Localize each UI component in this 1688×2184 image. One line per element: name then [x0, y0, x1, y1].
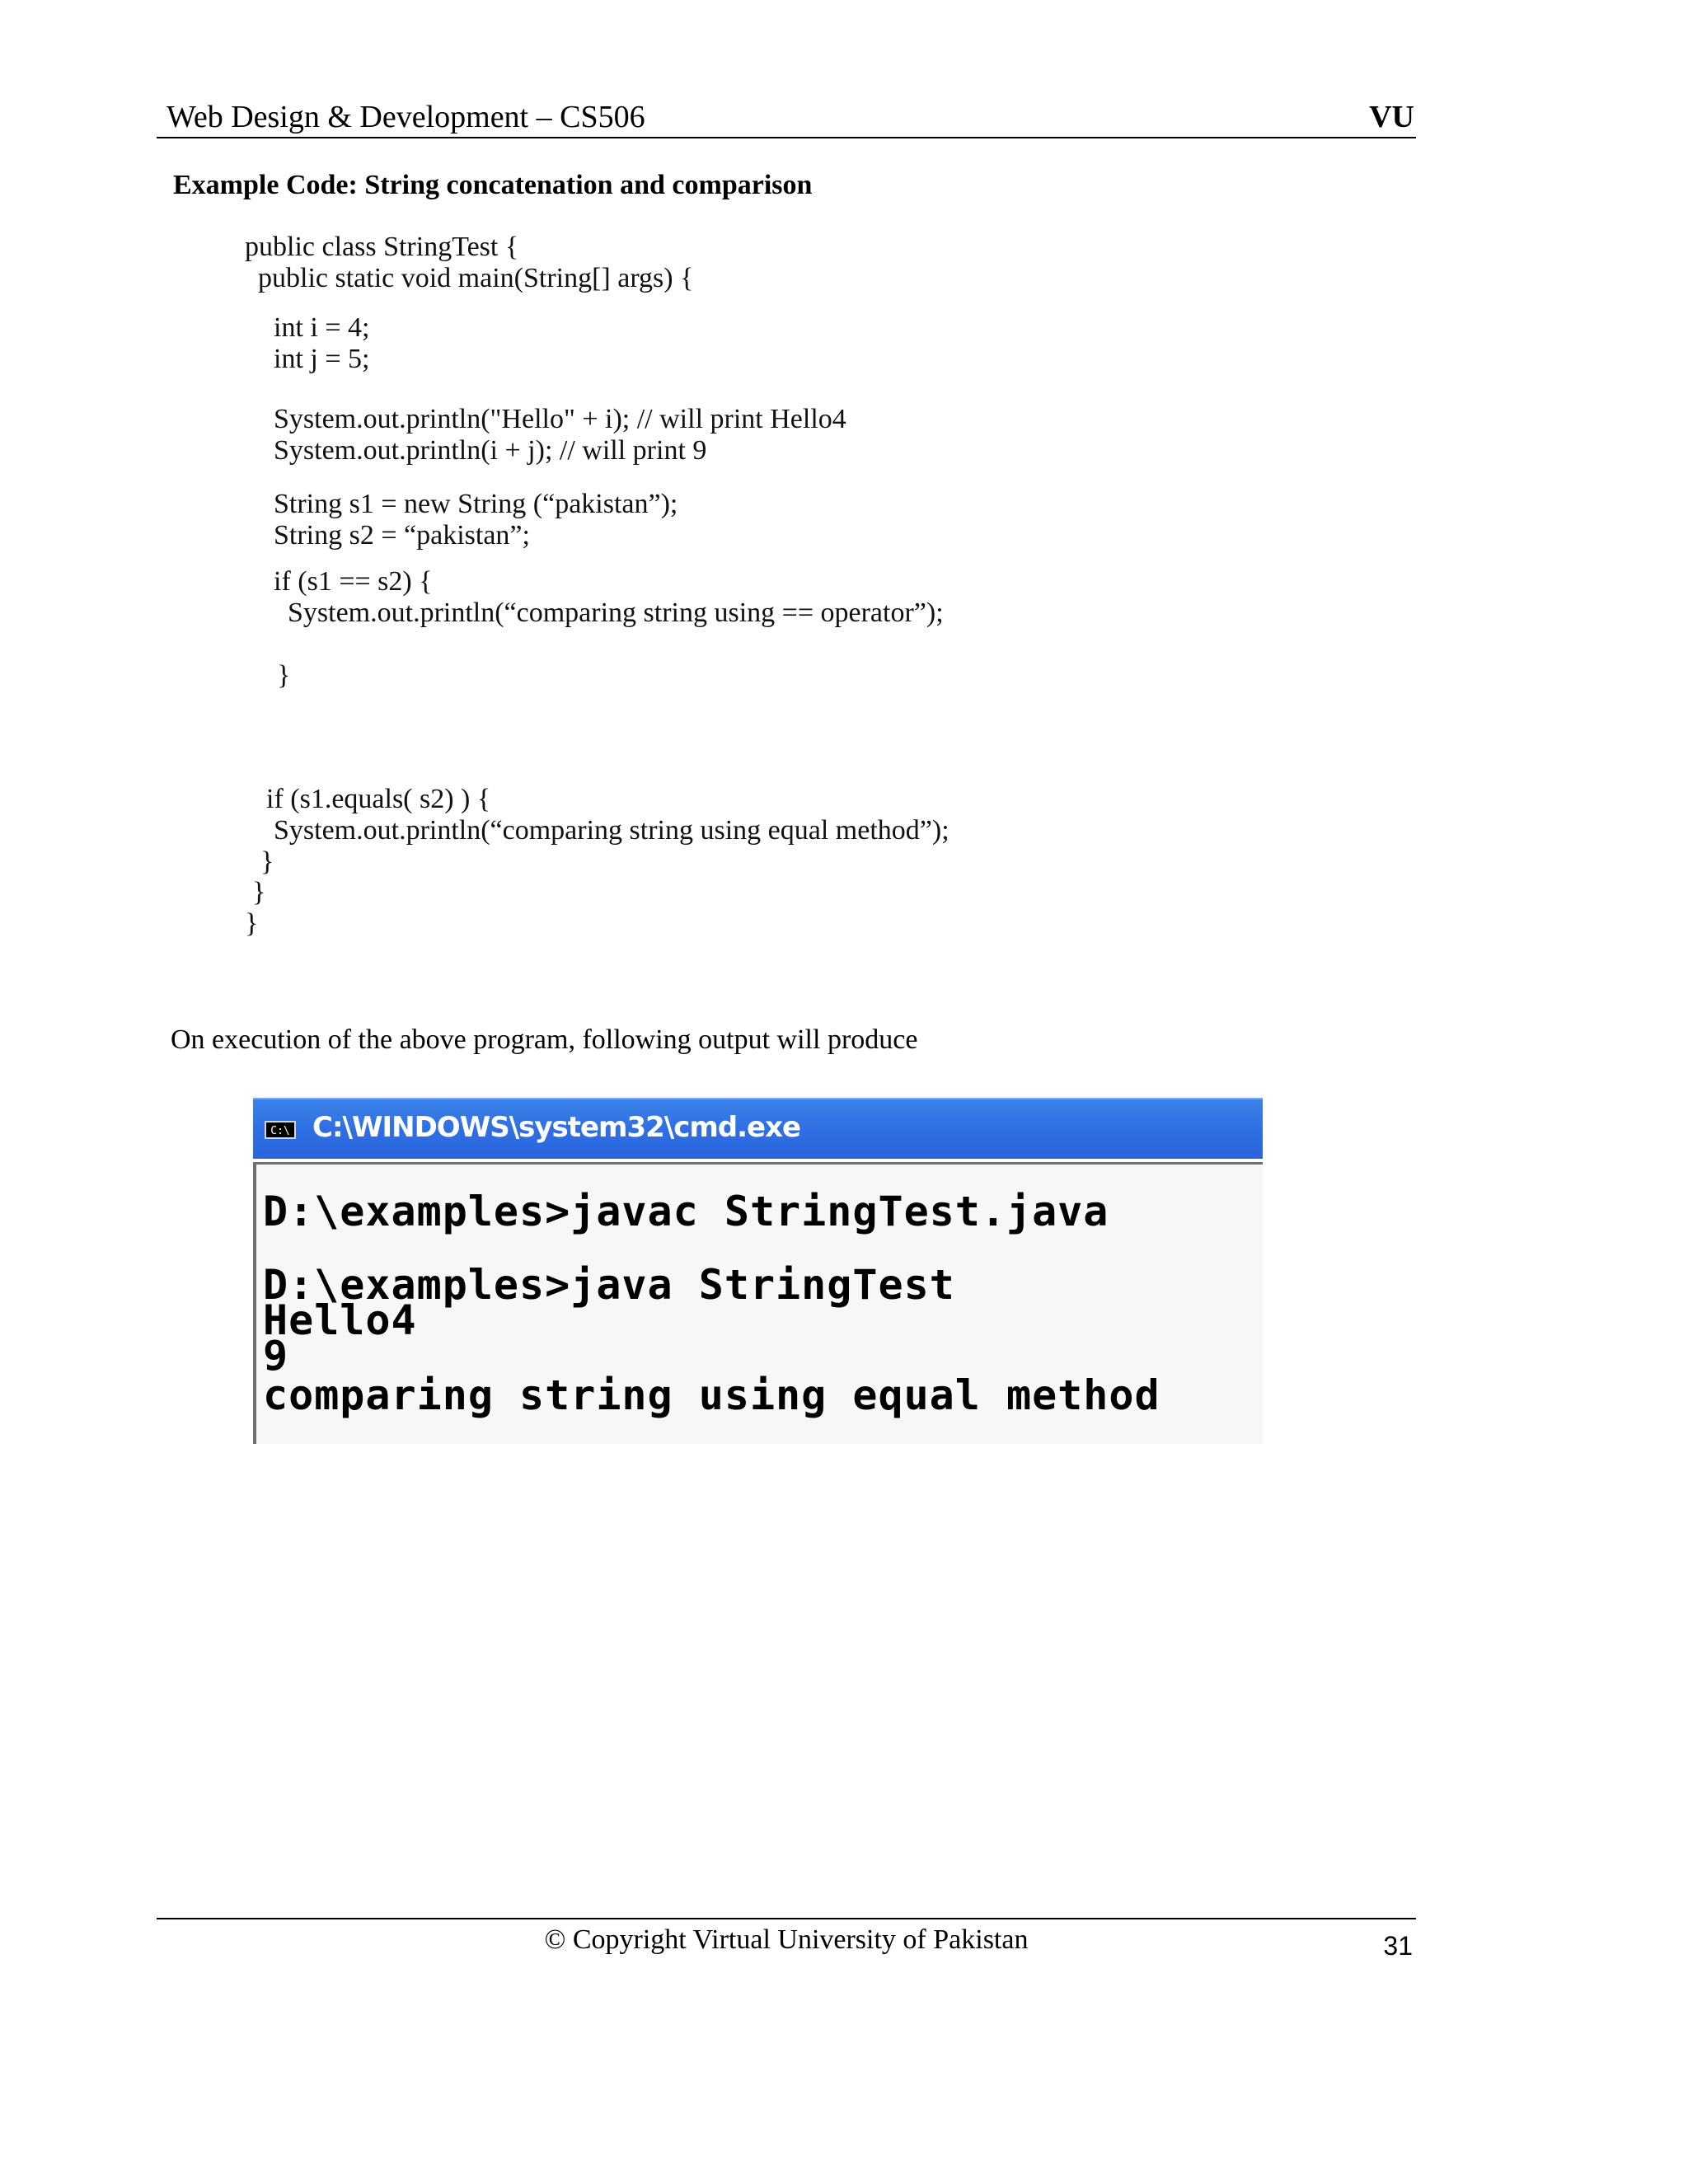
console-line: Hello4	[263, 1296, 417, 1344]
code-line: }	[252, 877, 266, 907]
output-intro-paragraph: On execution of the above program, following output will produce	[171, 1024, 918, 1055]
copyright-notice: © Copyright Virtual University of Pakistan	[544, 1924, 1029, 1955]
code-line: if (s1.equals( s2) ) {	[266, 784, 491, 814]
code-line: int j = 5;	[274, 344, 370, 374]
console-window-title: C:\WINDOWS\system32\cmd.exe	[312, 1111, 801, 1144]
code-line: System.out.println(“comparing string using equal method”);	[274, 815, 950, 846]
code-line: if (s1 == s2) {	[274, 566, 433, 597]
page-number: 31	[1383, 1931, 1413, 1961]
console-titlebar	[253, 1098, 1263, 1159]
code-line: public class StringTest {	[245, 232, 519, 262]
course-title: Web Design & Development – CS506	[166, 100, 645, 134]
section-heading: Example Code: String concatenation and comparison	[173, 170, 813, 200]
page-footer	[157, 1918, 1416, 1961]
code-line: }	[245, 908, 259, 939]
code-line: }	[277, 660, 291, 691]
console-line: D:\examples>javac StringTest.java	[263, 1188, 1109, 1235]
code-line: System.out.println(i + j); // will print 9	[274, 435, 707, 466]
code-line: int i = 4;	[274, 312, 370, 343]
code-line: String s2 = “pakistan”;	[274, 520, 530, 551]
console-output	[253, 1162, 1263, 1444]
console-line: comparing string using equal method	[263, 1371, 1160, 1419]
code-line: public static void main(String[] args) {	[258, 263, 694, 293]
page-header	[157, 96, 1416, 138]
console-window-screenshot	[253, 1098, 1263, 1444]
console-line: 9	[263, 1332, 289, 1380]
code-line: System.out.println(“comparing string using == operator”);	[288, 598, 944, 628]
code-line: System.out.println("Hello" + i); // will print Hello4	[274, 404, 846, 434]
institution-label: VU	[1369, 100, 1414, 134]
console-line: D:\examples>java StringTest	[263, 1261, 955, 1309]
code-line: String s1 = new String (“pakistan”);	[274, 489, 678, 519]
code-line: }	[260, 846, 274, 877]
cmd-icon: C:\	[265, 1121, 296, 1139]
